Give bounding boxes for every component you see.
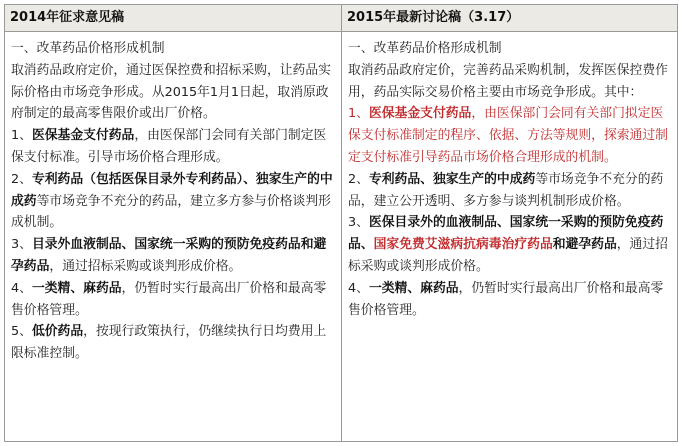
intro-text: 取消药品政府定价，通过医保控费和招标采购，让药品实际价格由市场竞争形成。从2015年1月1日起，取消原政府制定的最高零售限价或出厂价格。 [11, 62, 331, 122]
column-header-2014: 2014年征求意见稿 [5, 5, 341, 32]
list-item: 3、医保目录外的血液制品、国家统一采购的预防免疫药品、国家免费艾滋病抗病毒治疗药品和避孕药品，通过招标采购或谈判形成价格。 [348, 215, 668, 274]
list-item: 3、目录外血液制品、国家统一采购的预防免疫药品和避孕药品，通过招标采购或谈判形成价格。 [11, 237, 327, 274]
intro-text: 取消药品政府定价，完善药品采购机制，发挥医保控费作用，药品实际交易价格主要由市场竞争形成。其中： [348, 62, 668, 100]
list-item: 5、低价药品，按现行政策执行，仍继续执行日均费用上限标准控制。 [11, 324, 327, 362]
list-item: 4、一类精、麻药品，仍暂时实行最高出厂价格和最高零售价格管理。 [11, 280, 327, 318]
column-header-2015: 2015年最新讨论稿（3.17） [342, 5, 677, 32]
list-item: 2、专利药品（包括医保目录外专利药品）、独家生产的中成药等市场竞争不充分的药品，建立多方参与价格谈判形成机制。 [11, 171, 333, 231]
comparison-table [4, 4, 678, 442]
section-title: 一、改革药品价格形成机制 [348, 41, 502, 56]
section-title: 一、改革药品价格形成机制 [11, 41, 165, 56]
list-item: 1、医保基金支付药品，由医保部门会同有关部门拟定医保支付标准制定的程序、依据、方法等规则，探索通过制定支付标准引导药品市场价格合理形成的机制。 [348, 106, 668, 165]
column-body-2015 [342, 32, 677, 321]
list-item: 1、医保基金支付药品，由医保部门会同有关部门制定医保支付标准。引导市场价格合理形成。 [11, 128, 327, 165]
list-item: 2、专利药品、独家生产的中成药等市场竞争不充分的药品，建立公开透明、多方参与谈判机制形成价格。 [348, 171, 664, 209]
column-2014 [5, 5, 342, 441]
column-body-2014 [5, 32, 341, 365]
column-2015 [342, 5, 677, 441]
list-item: 4、一类精、麻药品，仍暂时实行最高出厂价格和最高零售价格管理。 [348, 280, 664, 318]
